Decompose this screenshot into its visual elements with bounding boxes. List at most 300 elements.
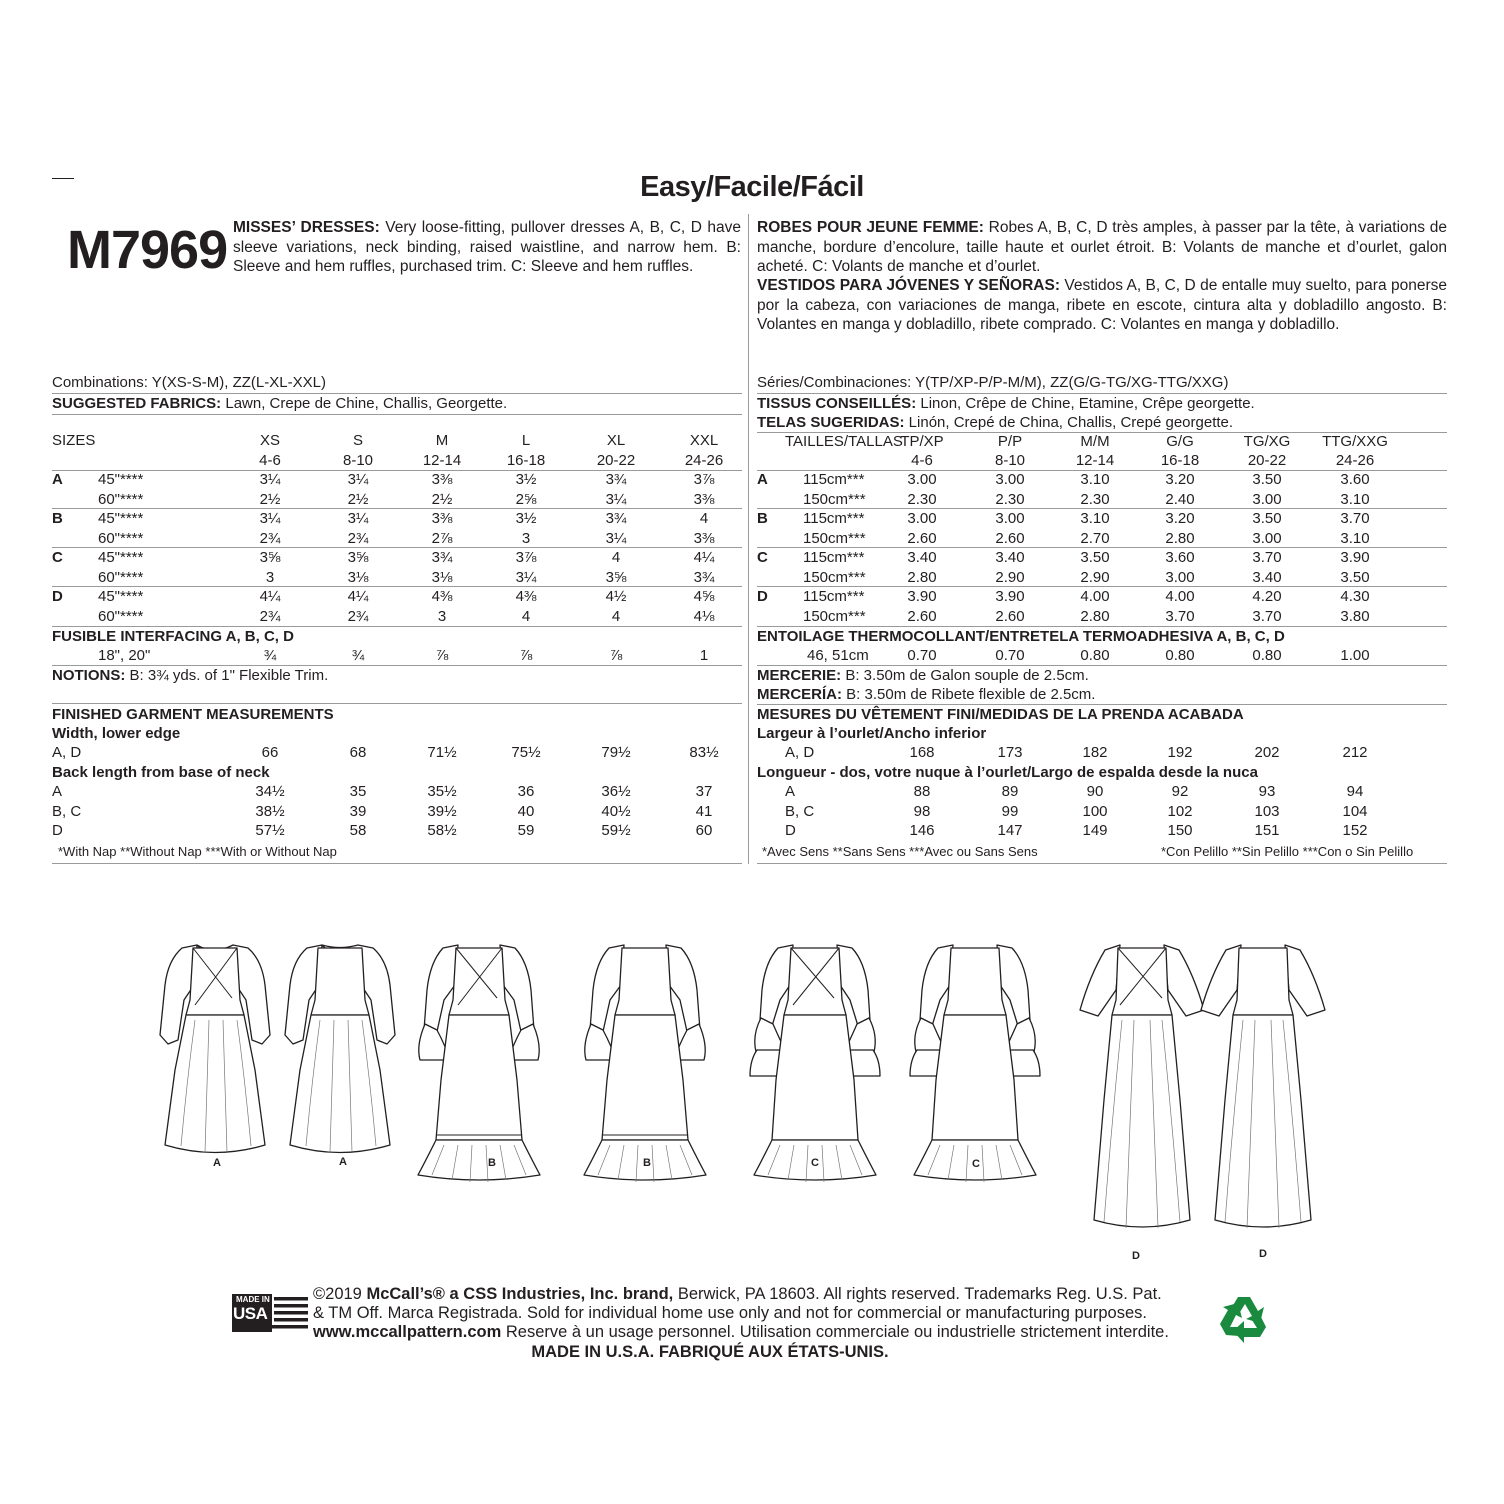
interfacing-value: 0.70 [907, 647, 937, 664]
fabric-width: 60"**** [98, 568, 144, 586]
table-row [757, 470, 1447, 490]
website-link[interactable]: www.mccallpattern.com [313, 1323, 502, 1341]
cell-value: 3.80 [1340, 607, 1370, 625]
size-number: 4-6 [259, 452, 281, 469]
fabrics-label: TELAS SUGERIDAS: [757, 414, 905, 431]
table-row [52, 548, 742, 568]
cell-value: 146 [909, 822, 935, 839]
cell-value: 35 [349, 783, 367, 800]
cell-value: 3.50 [1252, 510, 1282, 527]
fabric-width: 45"**** [98, 510, 144, 527]
cell-value: 202 [1254, 744, 1280, 761]
notions-text: B: 3¾ yds. of 1" Flexible Trim. [125, 667, 329, 684]
cell-value: 39 [349, 802, 367, 820]
cell-value: 3.10 [1080, 510, 1110, 527]
cell-value: 3⅛ [431, 568, 453, 586]
fabric-width: 150cm*** [803, 490, 866, 508]
size-number: 20-22 [596, 452, 636, 469]
description-english-lead: MISSES’ DRESSES: [233, 219, 380, 236]
made-in-line: MADE IN U.S.A. FABRIQUÉ AUX ÉTATS-UNIS. [531, 1343, 889, 1361]
view-a-front-illustration [160, 945, 270, 1153]
table-row [757, 568, 1447, 588]
view-letter: A [52, 471, 63, 488]
size-number: 8-10 [342, 452, 374, 469]
cell-value: 3¼ [347, 510, 369, 527]
cell-value: 57½ [255, 822, 285, 839]
cell-value: 2.40 [1165, 490, 1195, 508]
cell-value: 4.00 [1080, 588, 1110, 605]
size-numbers-french [757, 451, 1447, 471]
cell-value: 3.50 [1080, 549, 1110, 566]
cell-value: 2.60 [907, 607, 937, 625]
suggested-fabrics-english [52, 394, 507, 414]
cell-value: 3.20 [1165, 510, 1195, 527]
cell-value: 93 [1258, 783, 1276, 800]
copyright-year: ©2019 [313, 1285, 367, 1303]
trademark-line: & TM Off. Marca Registrada. Sold for individual home use only and not for commercial or manufacturing purposes. [313, 1304, 1147, 1322]
notions-french [757, 666, 1089, 686]
notions-text: B: 3.50m de Galon souple de 2.5cm. [841, 667, 1089, 684]
cell-value: 4 [521, 607, 531, 625]
width-label-french: Largeur à l’ourlet/Ancho inferior [757, 725, 987, 742]
view-letter: A, D [785, 744, 815, 761]
footnote-english: *With Nap **Without Nap ***With or Without Nap [58, 844, 337, 859]
measurements-label-french: MESURES DU VÊTEMENT FINI/MEDIDAS DE LA PRENDA ACABADA [757, 706, 1244, 723]
cell-value: 3¾ [605, 471, 627, 488]
view-letter: D [785, 822, 796, 839]
cell-value: 4.20 [1252, 588, 1282, 605]
cell-value: 34½ [255, 783, 285, 800]
cell-value: 2.30 [1080, 490, 1110, 508]
cell-value: 104 [1342, 802, 1368, 820]
cell-value: 66 [261, 744, 279, 761]
copyright-text: Berwick, PA 18603. All rights reserved. Trademarks Reg. U.S. Pat. [673, 1285, 1162, 1303]
fabric-width: 115cm*** [803, 471, 865, 488]
fabric-width: 150cm*** [803, 607, 866, 625]
interfacing-value: 0.70 [995, 647, 1025, 664]
cell-value: 4 [611, 549, 621, 566]
size-xxl: XXL [689, 432, 719, 449]
cell-value: 4⅜ [431, 588, 453, 605]
cell-value: 151 [1254, 822, 1280, 839]
notions-label: MERCERÍA: [757, 686, 842, 703]
cell-value: 2½ [431, 490, 453, 508]
cell-value: 3 [437, 607, 447, 625]
interfacing-value: 0.80 [1165, 647, 1195, 664]
size-number: 20-22 [1247, 452, 1287, 469]
size-number: 12-14 [1075, 452, 1115, 469]
table-row [52, 802, 742, 822]
view-b-back-illustration [584, 945, 706, 1182]
cell-value: 3.00 [907, 471, 937, 488]
cell-value: 2⅝ [515, 490, 537, 508]
fabrics-text: Lawn, Crepe de Chine, Challis, Georgette. [221, 395, 508, 412]
cell-value: 2½ [259, 490, 281, 508]
sizes-label: TAILLES/TALLAS [785, 433, 903, 450]
cell-value: 2½ [347, 490, 369, 508]
cell-value: 38½ [255, 802, 285, 820]
cell-value: 3.50 [1340, 568, 1370, 586]
cell-value: 3.00 [1252, 529, 1282, 547]
size-number: 24-26 [1335, 452, 1375, 469]
table-row [757, 548, 1447, 568]
view-d-back-illustration [1201, 945, 1325, 1228]
cell-value: 102 [1167, 802, 1193, 820]
size-number: 4-6 [911, 452, 933, 469]
size-numbers-english [52, 451, 742, 471]
view-letter: C [757, 549, 768, 566]
cell-value: 3.00 [995, 510, 1025, 527]
cell-value: 36½ [601, 783, 631, 800]
view-letter: A [52, 783, 63, 800]
cell-value: 3.40 [995, 549, 1025, 566]
cell-value: 4¼ [347, 588, 369, 605]
cell-value: 2.60 [995, 607, 1025, 625]
page-title: Easy/Facile/Fácil [640, 171, 864, 203]
view-label: D [1259, 1248, 1267, 1260]
description-english-text: Very loose-fitting, pullover dresses A, B, C, D have sleeve variations, neck binding, raised waistline, and narrow hem. B: Sleeve and hem ruffles, purchased trim. C: Sleeve and hem ruffles. [233, 219, 741, 275]
cell-value: 3¾ [605, 510, 627, 527]
description-english [233, 218, 741, 277]
garment-illustrations [0, 930, 1504, 1250]
fabric-width: 150cm*** [803, 568, 866, 586]
view-c-front-illustration [750, 945, 880, 1182]
cell-value: 3¼ [605, 529, 627, 547]
cell-value: 3.70 [1340, 510, 1370, 527]
cell-value: 59 [517, 822, 535, 839]
size-number: 12-14 [422, 452, 462, 469]
table-row [757, 509, 1447, 529]
divider [52, 863, 742, 864]
view-letter: C [52, 549, 63, 566]
cell-value: 94 [1346, 783, 1364, 800]
table-row [52, 821, 742, 841]
view-label: C [811, 1157, 819, 1169]
cell-value: 4¼ [693, 549, 715, 566]
description-spanish-lead: VESTIDOS PARA JÓVENES Y SEÑORAS: [757, 277, 1060, 294]
notions-spanish [757, 685, 1095, 705]
badge-usa: USA [233, 1304, 268, 1323]
size-label: M/M [1080, 433, 1110, 450]
table-row [757, 821, 1447, 841]
cell-value: 58 [349, 822, 367, 839]
cell-value: 3⅝ [605, 568, 627, 586]
cell-value: 3.60 [1340, 471, 1370, 488]
view-label: B [488, 1157, 496, 1169]
cell-value: 2¾ [259, 607, 281, 625]
description-french-lead: ROBES POUR JEUNE FEMME: [757, 219, 984, 236]
cell-value: 3.40 [1252, 568, 1282, 586]
cell-value: 58½ [427, 822, 457, 839]
cell-value: 182 [1082, 744, 1108, 761]
view-letter: B, C [52, 802, 82, 820]
brand-name: McCall’s® a CSS Industries, Inc. brand, [366, 1285, 674, 1303]
view-c-back-illustration [910, 945, 1040, 1182]
view-a-back-illustration [285, 945, 395, 1153]
cell-value: 3¼ [347, 471, 369, 488]
copyright-line [313, 1285, 1162, 1304]
fabrics-text: Linón, Crepé de China, Challis, Crepé georgette. [904, 414, 1234, 431]
cell-value: 3.70 [1252, 607, 1282, 625]
view-b-front-illustration [418, 945, 540, 1182]
cell-value: 60 [695, 822, 713, 839]
cell-value: 3⅝ [347, 549, 369, 566]
cell-value: 2.90 [995, 568, 1025, 586]
view-letter: B, C [785, 802, 815, 820]
table-row [52, 587, 742, 607]
cell-value: 40 [517, 802, 535, 820]
cell-value: 3.20 [1165, 471, 1195, 488]
sizes-label: SIZES [52, 432, 96, 449]
cell-value: 4.00 [1165, 588, 1195, 605]
cell-value: 3½ [515, 510, 537, 527]
cell-value: 99 [1001, 802, 1019, 820]
description-spanish-text: Vestidos A, B, C, D de entalle muy suelto, para ponerse por la cabeza, con variaciones de manga, ribete en escote, cintura alta y dobladillo angosto. B: Volantes en manga y dobladillo, ribete comprado. C: Volantes en manga y dobladillo. [757, 277, 1447, 333]
fabric-width: 115cm*** [803, 510, 865, 527]
pattern-number: M7969 [67, 220, 228, 280]
cell-value: 3.70 [1252, 549, 1282, 566]
size-label: P/P [997, 433, 1023, 450]
size-xs: XS [259, 432, 280, 449]
cell-value: 152 [1342, 822, 1368, 839]
view-label: A [213, 1157, 221, 1169]
cell-value: 2¾ [347, 607, 369, 625]
divider [757, 863, 1447, 864]
combinations-french: Séries/Combinaciones: Y(TP/XP-P/P-M/M), ZZ(G/G-TG/XG-TTG/XXG) [757, 374, 1229, 391]
cell-value: 4⅝ [693, 588, 715, 605]
view-d-front-illustration [1080, 945, 1204, 1228]
interfacing-value: ⅞ [609, 647, 623, 664]
table-row [757, 802, 1447, 822]
view-letter: D [52, 822, 63, 839]
cell-value: 68 [349, 744, 367, 761]
size-label: TTG/XXG [1322, 433, 1388, 450]
interfacing-value: ⅞ [519, 647, 533, 664]
fabric-width: 45"**** [98, 471, 144, 488]
size-number: 24-26 [684, 452, 724, 469]
cell-value: 41 [695, 802, 713, 820]
cell-value: 59½ [601, 822, 631, 839]
cell-value: 2¾ [259, 529, 281, 547]
cell-value: 4⅜ [515, 588, 537, 605]
cell-value: 36 [517, 783, 535, 800]
table-row [757, 490, 1447, 510]
cell-value: 3¼ [605, 490, 627, 508]
cell-value: 3.00 [995, 471, 1025, 488]
cell-value: 3.10 [1080, 471, 1110, 488]
view-label: B [643, 1157, 651, 1169]
fabrics-text: Linon, Crêpe de Chine, Etamine, Crêpe georgette. [916, 395, 1255, 412]
cell-value: 150 [1167, 822, 1193, 839]
cell-value: 3.10 [1340, 529, 1370, 547]
size-s: S [352, 432, 363, 449]
cell-value: 212 [1342, 744, 1368, 761]
table-row [52, 490, 742, 510]
recycle-icon [1218, 1293, 1270, 1345]
interfacing-width: 18", 20" [98, 647, 151, 664]
footnote-french: *Avec Sens **Sans Sens ***Avec ou Sans Sens [762, 844, 1038, 859]
notions-label: MERCERIE: [757, 667, 842, 684]
interfacing-value: ¾ [351, 647, 365, 664]
usage-text: Reserve à un usage personnel. Utilisation commerciale ou industrielle strictement interdite. [501, 1323, 1169, 1341]
size-number: 16-18 [1160, 452, 1200, 469]
cell-value: 3.50 [1252, 471, 1282, 488]
size-m: M [435, 432, 449, 449]
website-line [313, 1323, 1169, 1342]
sizes-header-french [757, 432, 1447, 452]
column-divider [748, 214, 749, 864]
cell-value: 3 [521, 529, 531, 547]
cell-value: 3¼ [259, 510, 281, 527]
interfacing-value: ¾ [263, 647, 277, 664]
cell-value: 3¼ [515, 568, 537, 586]
cell-value: 3⅜ [693, 529, 715, 547]
view-letter: D [52, 588, 63, 605]
size-l: L [521, 432, 531, 449]
notions-text: B: 3.50m de Ribete flexible de 2.5cm. [842, 686, 1096, 703]
view-letter: B [52, 510, 63, 527]
cell-value: 2¾ [347, 529, 369, 547]
cell-value: 98 [913, 802, 931, 820]
cell-value: 3⅝ [259, 549, 281, 566]
cell-value: 192 [1167, 744, 1193, 761]
view-letter: B [757, 510, 768, 527]
cell-value: 100 [1082, 802, 1108, 820]
cell-value: 3.00 [907, 510, 937, 527]
view-letter: A, D [52, 744, 82, 761]
fabrics-label: TISSUS CONSEILLÉS: [757, 395, 917, 412]
cell-value: 2.60 [907, 529, 937, 547]
cell-value: 88 [913, 783, 931, 800]
width-label-english: Width, lower edge [52, 725, 181, 742]
cell-value: 3.40 [907, 549, 937, 566]
cell-value: 2⅞ [431, 529, 453, 547]
table-row [52, 743, 742, 763]
cell-value: 71½ [427, 744, 457, 761]
cell-value: 3⅜ [693, 490, 715, 508]
cell-value: 39½ [427, 802, 457, 820]
length-label-french: Longueur - dos, votre nuque à l’ourlet/Largo de espalda desde la nuca [757, 764, 1258, 781]
cell-value: 83½ [689, 744, 719, 761]
fabric-width: 60"**** [98, 490, 144, 508]
table-row [757, 529, 1447, 549]
cell-value: 3⅞ [515, 549, 537, 566]
interfacing-row-french [757, 646, 1447, 666]
cell-value: 79½ [601, 744, 631, 761]
fabric-width: 45"**** [98, 588, 144, 605]
fabric-width: 60"**** [98, 529, 144, 547]
table-row [757, 782, 1447, 802]
cell-value: 3¾ [693, 568, 715, 586]
table-row [52, 568, 742, 588]
cell-value: 92 [1171, 783, 1189, 800]
size-number: 16-18 [506, 452, 546, 469]
table-row [757, 587, 1447, 607]
view-label: C [972, 1158, 980, 1170]
cell-value: 2.80 [1080, 607, 1110, 625]
cell-value: 4 [611, 607, 621, 625]
cell-value: 2.80 [907, 568, 937, 586]
view-letter: D [757, 588, 768, 605]
cell-value: 75½ [511, 744, 541, 761]
table-row [757, 607, 1447, 627]
size-xl: XL [606, 432, 626, 449]
fabric-width: 60"**** [98, 607, 144, 625]
cell-value: 4 [699, 510, 709, 527]
cell-value: 2.90 [1080, 568, 1110, 586]
view-label: D [1132, 1250, 1140, 1262]
cell-value: 3⅜ [431, 471, 453, 488]
cell-value: 3¼ [259, 471, 281, 488]
fabrics-spanish [757, 413, 1233, 433]
cell-value: 35½ [427, 783, 457, 800]
cell-value: 4¼ [259, 588, 281, 605]
table-row [757, 743, 1447, 763]
cell-value: 3⅜ [431, 510, 453, 527]
notions-label: NOTIONS: [52, 667, 126, 684]
view-letter: A [757, 471, 768, 488]
measurements-label-english: FINISHED GARMENT MEASUREMENTS [52, 706, 334, 723]
table-row [52, 529, 742, 549]
table-row [52, 509, 742, 529]
interfacing-width: 46, 51cm [807, 647, 869, 664]
made-in-usa-badge [232, 1294, 308, 1334]
cell-value: 3 [265, 568, 275, 586]
cell-value: 3.90 [1340, 549, 1370, 566]
cell-value: 4⅛ [693, 607, 715, 625]
notions-english [52, 666, 328, 686]
cell-value: 3⅞ [693, 471, 715, 488]
table-row [52, 782, 742, 802]
fabric-width: 45"**** [98, 549, 144, 566]
cell-value: 2.30 [995, 490, 1025, 508]
interfacing-label-french: ENTOILAGE THERMOCOLLANT/ENTRETELA TERMOADHESIVA A, B, C, D [757, 628, 1285, 645]
description-french-text: Robes A, B, C, D très amples, à passer par la tête, à variations de manche, bordure d’encolure, taille haute et ourlet étroit. B: Volants de manche et d’ourlet, galon acheté. C: Volants de manche et d’ourlet. [757, 219, 1448, 275]
combinations-english: Combinations: Y(XS-S-M), ZZ(L-XL-XXL) [52, 374, 326, 391]
badge-made-in: MADE IN [236, 1295, 270, 1304]
size-label: G/G [1166, 433, 1194, 450]
cell-value: 3.90 [907, 588, 937, 605]
cell-value: 2.70 [1080, 529, 1110, 547]
interfacing-value: 0.80 [1252, 647, 1282, 664]
size-number: 8-10 [994, 452, 1026, 469]
interfacing-value: 1.00 [1340, 647, 1370, 664]
fabrics-french [757, 394, 1255, 414]
interfacing-label-english: FUSIBLE INTERFACING A, B, C, D [52, 628, 294, 645]
description-french [757, 218, 1447, 277]
table-row [52, 607, 742, 627]
interfacing-value: ⅞ [435, 647, 449, 664]
cell-value: 3.00 [1252, 490, 1282, 508]
fabric-width: 150cm*** [803, 529, 866, 547]
view-label: A [339, 1156, 347, 1168]
cell-value: 3⅛ [347, 568, 369, 586]
cell-value: 3¾ [431, 549, 453, 566]
description-spanish [757, 276, 1447, 335]
interfacing-value: 0.80 [1080, 647, 1110, 664]
cell-value: 3.70 [1165, 607, 1195, 625]
cell-value: 90 [1086, 783, 1104, 800]
cell-value: 40½ [601, 802, 631, 820]
divider [52, 703, 742, 704]
cell-value: 3.00 [1165, 568, 1195, 586]
cell-value: 3.60 [1165, 549, 1195, 566]
interfacing-row-english [52, 646, 742, 666]
view-letter: A [785, 783, 796, 800]
cell-value: 89 [1001, 783, 1019, 800]
cell-value: 2.80 [1165, 529, 1195, 547]
fabrics-label: SUGGESTED FABRICS: [52, 395, 222, 412]
